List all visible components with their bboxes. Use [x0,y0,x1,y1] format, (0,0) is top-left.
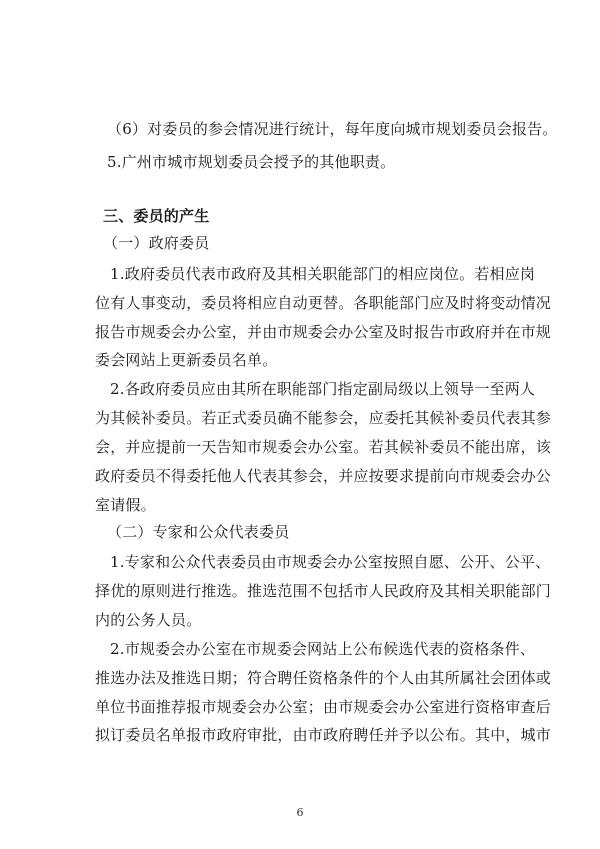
text-line: 2.市规委会办公室在市规委会网站上公布候选代表的资格条件、 [110,640,536,658]
text-line: 1.政府委员代表市政府及其相关职能部门的相应岗位。若相应岗 [110,265,536,283]
text-line: 1.专家和公众代表委员由市规委会办公室按照自愿、公开、公平、 [110,553,551,571]
text-line: （6）对委员的参会情况进行统计，每年度向城市规划委员会报告。 [107,120,558,138]
subsection-heading: （二）专家和公众代表委员 [107,523,290,541]
text-line: 位有人事变动，委员将相应自动更替。各职能部门应及时将变动情况 [95,294,552,312]
text-line: 内的公务人员。 [95,611,202,629]
text-line: 2.各政府委员应由其所在职能部门指定副局级以上领导一至两人 [110,380,536,398]
text-line: 为其候补委员。若正式委员确不能参会，应委托其候补委员代表其参 [95,409,552,427]
text-line: 择优的原则进行推选。推选范围不包括市人民政府及其相关职能部门 [95,582,552,600]
text-line: 会，并应提前一天告知市规委会办公室。若其候补委员不能出席，该 [95,438,552,456]
text-line: 单位书面推荐报市规委会办公室；由市规委会办公室进行资格审查后 [95,698,552,716]
text-line: 政府委员不得委托他人代表其参会，并应按要求提前向市规委会办公 [95,467,552,485]
text-line: 5.广州市城市规划委员会授予的其他职责。 [107,153,396,171]
text-line: 室请假。 [95,496,156,514]
page-number: 6 [296,806,304,819]
subsection-heading: （一）政府委员 [103,234,210,252]
text-line: 推选办法及推选日期；符合聘任资格条件的个人由其所属社会团体或 [95,669,552,687]
section-heading: 三、委员的产生 [103,207,210,225]
text-line: 报告市规委会办公室，并由市规委会办公室及时报告市政府并在市规 [95,323,552,341]
text-line: 委会网站上更新委员名单。 [95,351,278,369]
text-line: 拟订委员名单报市政府审批，由市政府聘任并予以公布。其中，城市 [95,726,552,744]
